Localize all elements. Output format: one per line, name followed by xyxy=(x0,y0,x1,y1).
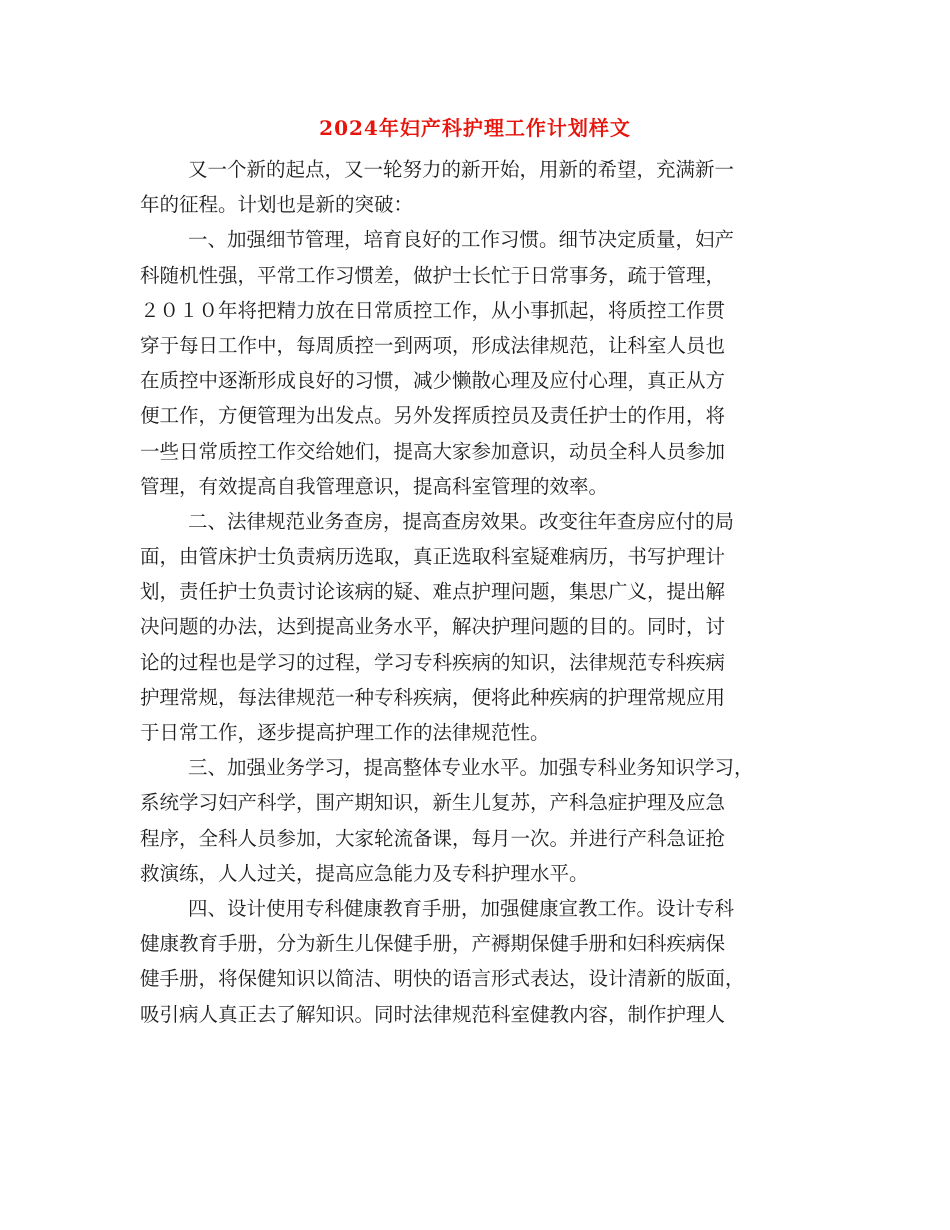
text-line: 穿于每日工作中，每周质控一到两项，形成法律规范，让科室人员也 xyxy=(140,333,726,357)
text-line: 一、加强细节管理，培育良好的工作习惯。细节决定质量，妇产 xyxy=(188,228,735,252)
text-line: 一些日常质控工作交给她们，提高大家参加意识，动员全科人员参加 xyxy=(140,439,726,463)
text-line: 管理，有效提高自我管理意识，提高科室管理的效率。 xyxy=(140,474,609,498)
text-line: 在质控中逐渐形成良好的习惯，减少懒散心理及应付心理，真正从方 xyxy=(140,369,726,393)
text-line: 又一个新的起点，又一轮努力的新开始，用新的希望，充满新一 xyxy=(188,158,735,181)
text-line: 救演练，人人过关，提高应急能力及专科护理水平。 xyxy=(140,861,589,885)
text-line: 二、法律规范业务查房，提高查房效果。改变往年查房应付的局 xyxy=(188,509,735,533)
text-line: 于日常工作，逐步提高护理工作的法律规范性。 xyxy=(140,721,550,744)
text-line: 决问题的办法，达到提高业务水平，解决护理问题的目的。同时，讨 xyxy=(140,615,726,639)
text-line: 年的征程。计划也是新的突破： xyxy=(140,193,414,217)
text-line: 程序，全科人员参加，大家轮流备课，每月一次。并进行产科急证抢 xyxy=(140,826,726,850)
text-line: 三、加强业务学习，提高整体专业水平。加强专科业务知识学习， xyxy=(188,756,754,780)
text-line: 吸引病人真正去了解知识。同时法律规范科室健教内容，制作护理人 xyxy=(140,1002,726,1026)
text-line: 科随机性强，平常工作习惯差，做护士长忙于日常事务，疏于管理， xyxy=(140,263,726,287)
text-line: 论的过程也是学习的过程，学习专科疾病的知识，法律规范专科疾病 xyxy=(140,650,726,674)
text-line: 四、设计使用专科健康教育手册，加强健康宣教工作。设计专科 xyxy=(188,896,735,920)
text-line: 系统学习妇产科学，围产期知识，新生儿复苏，产科急症护理及应急 xyxy=(140,791,726,815)
text-line: 健手册，将保健知识以简洁、明快的语言形式表达，设计清新的版面， xyxy=(140,967,745,991)
text-line: ２０１０年将把精力放在日常质控工作，从小事抓起，将质控工作贯 xyxy=(140,298,726,322)
document-title: 2024年妇产科护理工作计划样文 xyxy=(319,116,631,140)
text-line: 面，由管床护士负责病历选取，真正选取科室疑难病历，书写护理计 xyxy=(140,545,726,569)
text-line: 划，责任护士负责讨论该病的疑、难点护理问题，集思广义，提出解 xyxy=(140,580,726,604)
text-line: 护理常规，每法律规范一种专科疾病，便将此种疾病的护理常规应用 xyxy=(140,685,726,709)
text-line: 便工作，方便管理为出发点。另外发挥质控员及责任护士的作用，将 xyxy=(140,404,726,428)
text-line: 健康教育手册，分为新生儿保健手册，产褥期保健手册和妇科疾病保 xyxy=(140,932,726,956)
document-body xyxy=(140,152,805,1032)
